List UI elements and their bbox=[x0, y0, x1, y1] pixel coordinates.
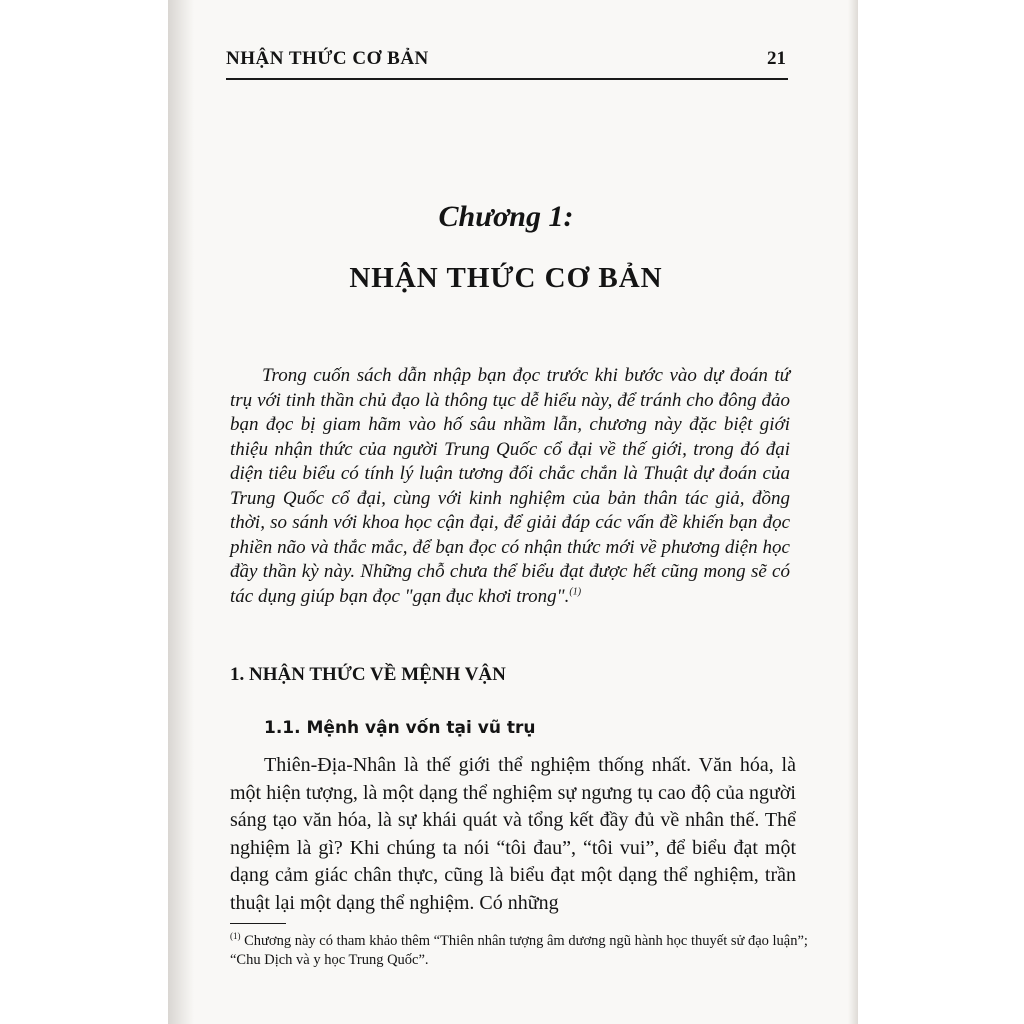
footnote-reference: (1) bbox=[569, 586, 582, 598]
running-header-title: NHẬN THỨC CƠ BẢN bbox=[226, 48, 429, 69]
chapter-intro-text: Trong cuốn sách dẫn nhập bạn đọc trước khi bước vào dự đoán tứ trụ với tinh thần chủ đạo là thông tục dễ hiểu này, để tránh cho đông đảo bạn đọc bị giam hãm vào hố sâu nhầm lẫn, chương này đặc biệt giới thiệu nhận thức của người Trung Quốc cổ đại về thế giới, trong đó đại diện tiêu biểu có tính lý luận tương đối chắc chắn là Thuật dự đoán của Trung Quốc cổ đại, cùng với kinh nghiệm của bản thân tác giả, đồng thời, so sánh với khoa học cận đại, để giải đáp các vấn đề khiến bạn đọc phiền não và thắc mắc, để bạn đọc có nhận thức mới về phương diện học đầy thần kỳ này. Những chỗ chưa thể biểu đạt được hết cũng mong sẽ có tác dụng giúp bạn đọc "gạn đục khơi trong". bbox=[230, 365, 790, 607]
footnote bbox=[230, 932, 810, 970]
body-paragraph: Thiên-Địa-Nhân là thế giới thể nghiệm thống nhất. Văn hóa, là một hiện tượng, là một dạng thể nghiệm sự ngưng tụ cao độ của người sáng tạo văn hóa, là sự khái quát và tổng kết đầy đủ về nhân thế. Thể nghiệm là gì? Khi chúng ta nói “tôi đau”, “tôi vui”, để biểu đạt một dạng cảm giác chân thực, cũng là biểu đạt một dạng thể nghiệm, trần thuật lại một dạng thể nghiệm. Có những bbox=[230, 754, 796, 914]
running-header bbox=[226, 48, 786, 74]
page-gutter-shadow bbox=[168, 0, 194, 1024]
subsection-heading: 1.1. Mệnh vận vốn tại vũ trụ bbox=[264, 718, 536, 738]
footnote-marker: (1) bbox=[230, 931, 241, 942]
chapter-intro bbox=[230, 364, 790, 609]
chapter-title: NHẬN THỨC CƠ BẢN bbox=[349, 262, 663, 294]
header-rule bbox=[226, 78, 788, 80]
page-edge bbox=[848, 0, 858, 1024]
footnote-text: Chương này có tham khảo thêm “Thiên nhân tượng âm dương ngũ hành học thuyết sử đạo luận”; “Chu Dịch và y học Trung Quốc”. bbox=[230, 933, 808, 968]
section-heading: 1. NHẬN THỨC VỀ MỆNH VẬN bbox=[230, 664, 506, 685]
chapter-label: Chương 1: bbox=[438, 200, 574, 233]
page-number: 21 bbox=[767, 48, 786, 69]
footnote-rule bbox=[230, 923, 286, 924]
